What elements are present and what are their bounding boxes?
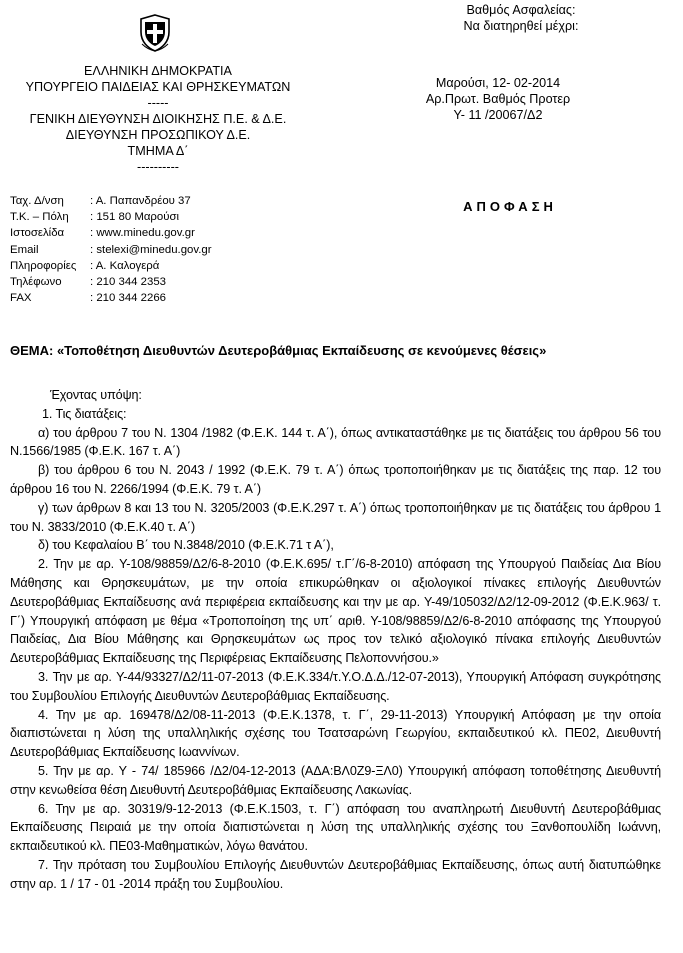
contact-value: : www.minedu.gov.gr — [90, 227, 195, 240]
ministry-title: ΥΠΟΥΡΓΕΙΟ ΠΑΙΔΕΙΑΣ ΚΑΙ ΘΡΗΣΚΕΥΜΑΤΩΝ — [25, 80, 291, 94]
general-directorate: ΓΕΝΙΚΗ ΔΙΕΥΘΥΝΣΗ ΔΙΟΙΚΗΣΗΣ Π.Ε. & Δ.Ε. — [29, 112, 287, 126]
provision-item: 2. Την με αρ. Υ-108/98859/Δ2/6-8-2010 (Φ.Ε.Κ.695/ τ.Γ΄/6-8-2010) απόφαση της Υπουργού Παιδείας Δια Βίου Μάθησης και Θρησκευμάτων, με την οποία επικυρώθηκαν οι αξιολογικοί πίνακες επιλογής Διευθυντών Δευτεροβάθμιας Εκπαίδευσης ανά περιφέρεια εκπαίδευσης και την με αρ. Υ-49/105032/Δ2/12-09-2012 (Φ.Ε.Κ.963/ τ. Γ΄) Υπουργική απόφαση με θέμα «Τροποποίηση της υπ΄ αριθ. Υ-108/98859/Δ2/6-8-2010 απόφασης της Υπουργού Παιδείας, Δια Βίου Μάθησης και Θρησκευμάτων ως προς τον τελικό αξιολογικό πίνακα επιλογής Διευθυντών Δευτεροβάθμιας Εκπαίδευσης της Περιφέρειας Εκπαίδευσης Πελοποννήσου.» — [10, 557, 661, 666]
contact-value: : 210 344 2266 — [90, 292, 167, 305]
protocol-number: Υ- 11 /20067/Δ2 — [453, 108, 543, 122]
contact-value: : 210 344 2353 — [90, 276, 167, 289]
contact-row — [10, 290, 212, 306]
contact-value: : Α. Παπανδρέου 37 — [90, 195, 191, 207]
contact-label: Πληροφορίες — [10, 259, 77, 272]
provision-item: 5. Την με αρ. Υ - 74/ 185966 /Δ2/04-12-2013 (ΑΔΑ:ΒΛ0Ζ9-ΞΛ0) Υπουργική απόφαση τοποθέτησης Διευθυντή στην κενωθείσα θέση Διευθυντή Δευτεροβάθμιας Εκπαίδευσης Λακωνίας. — [10, 763, 661, 797]
intro-paragraph: Έχοντας υπόψη: — [50, 388, 142, 402]
contact-value: : 151 80 Μαρούσι — [90, 211, 180, 224]
contact-label: Τηλέφωνο — [10, 276, 62, 289]
contact-row — [10, 258, 212, 274]
contact-value: : Α. Καλογερά — [90, 259, 160, 272]
issuer-block — [0, 63, 316, 175]
directorate: ΔΙΕΥΘΥΝΣΗ ΠΡΟΣΩΠΙΚΟΥ Δ.Ε. — [65, 128, 251, 142]
provision-subitem: α) του άρθρου 7 του Ν. 1304 /1982 (Φ.Ε.Κ. 144 τ. Α΄), όπως αντικαταστάθηκε με τις διατάξεις του άρθρου 56 του Ν.1566/1985 (Φ.Ε.Κ. 167 τ. Α΄) — [10, 425, 661, 459]
hellenic-emblem-icon — [138, 14, 172, 52]
separator: ---------- — [137, 160, 179, 174]
republic-title: ΕΛΛΗΝΙΚΗ ΔΗΜΟΚΡΑΤΙΑ — [84, 64, 232, 78]
provision-item: 6. Την με αρ. 30319/9-12-2013 (Φ.Ε.Κ.1503, τ. Γ΄) απόφαση του αναπληρωτή Διευθυντή Δευτεροβάθμιας Εκπαίδευσης Πειραιά με την οποία διαπιστώνεται η λύση της υπαλληλικής σχέσης του Ξανθοπουλίδη Ιωάννη, εκπαιδευτικού κλ. ΠΕ03-Μαθηματικών, λόγω θανάτου. — [10, 801, 661, 854]
date-protocol-block — [400, 75, 596, 123]
contact-label: FAX — [10, 292, 32, 305]
provision-subitem: δ) του Κεφαλαίου Β΄ του Ν.3848/2010 (Φ.Ε.Κ.71 τ Α΄), — [38, 538, 334, 553]
protocol-label: Αρ.Πρωτ. Βαθμός Προτερ — [425, 92, 571, 106]
contact-row — [10, 225, 212, 241]
document-body — [10, 386, 661, 894]
contact-label: Ταχ. Δ/νση — [10, 195, 64, 207]
provision-subitem: β) του άρθρου 6 του Ν. 2043 / 1992 (Φ.Ε.Κ. 79 τ. Α΄) όπως τροποποιήθηκαν με τις διατάξεις της παρ. 12 του άρθρου 16 του Ν. 2266/1994 (Φ.Ε.Κ. 79 τ. Α΄) — [10, 463, 661, 496]
provision-item: 4. Την με αρ. 169478/Δ2/08-11-2013 (Φ.Ε.Κ.1378, τ. Γ΄, 29-11-2013) Υπουργική Απόφαση με την οποία διαπιστώνεται η λύση της υπαλληλικής σχέσης του Τσατσαρώνη Γεωργίου, εκπαιδευτικού κλ. ΠΕ02, Διευθυντή Δευτεροβάθμιας Εκπαίδευσης Ιωαννίνων. — [10, 707, 661, 760]
contact-row — [10, 193, 212, 209]
subject-line: ΘΕΜΑ: «Τοποθέτηση Διευθυντών Δευτεροβάθμιας Εκπαίδευσης σε κενούμενες θέσεις» — [10, 343, 547, 358]
contact-label: Ιστοσελίδα — [10, 227, 65, 240]
contact-label: Email — [10, 243, 39, 256]
security-block — [451, 2, 591, 34]
place-date: Μαρούσι, 12- 02-2014 — [435, 76, 561, 90]
contact-details — [10, 193, 212, 306]
security-level-label: Βαθμός Ασφαλείας: — [466, 3, 576, 17]
contact-row — [10, 242, 212, 258]
contact-row — [10, 209, 212, 225]
retention-label: Να διατηρηθεί μέχρι: — [463, 19, 579, 33]
provision-item: 3. Την με αρ. Υ-44/93327/Δ2/11-07-2013 (Φ.Ε.Κ.334/τ.Υ.Ο.Δ.Δ./12-07-2013), Υπουργική Απόφαση συγκρότησης του Συμβουλίου Επιλογής Διευθυντών Δευτεροβάθμιας Εκπαίδευσης. — [10, 669, 661, 703]
contact-value: : stelexi@minedu.gov.gr — [90, 243, 212, 256]
separator: ----- — [147, 96, 169, 110]
department: ΤΜΗΜΑ Δ΄ — [127, 144, 189, 158]
provision-item: 1. Τις διατάξεις: — [42, 406, 127, 421]
contact-label: Τ.Κ. – Πόλη — [10, 211, 69, 224]
provision-subitem: γ) των άρθρων 8 και 13 του Ν. 3205/2003 (Φ.Ε.Κ.297 τ. Α΄) όπως τροποποιήθηκαν με τις διατάξεις του άρθρου 1 του Ν. 3833/2010 (Φ.Ε.Κ.40 τ. Α΄) — [10, 500, 661, 534]
provision-item: 7. Την πρόταση του Συμβουλίου Επιλογής Διευθυντών Δευτεροβάθμιας Εκπαίδευσης, όπως αυτή διατυπώθηκε στην αρ. 1 / 17 - 01 -2014 πράξη του Συμβουλίου. — [10, 857, 661, 891]
contact-row — [10, 274, 212, 290]
document-type: ΑΠΟΦΑΣΗ — [463, 199, 557, 214]
